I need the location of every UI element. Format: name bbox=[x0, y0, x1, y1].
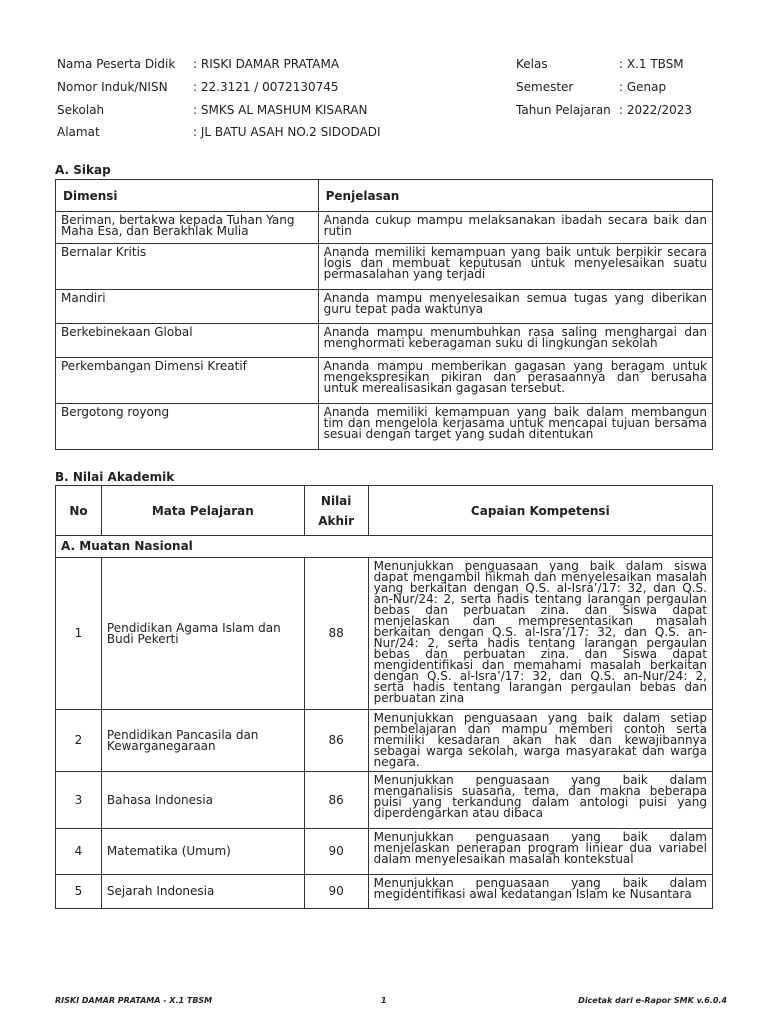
mapel-cell: Pendidikan Pancasila dan Kewarganegaraan bbox=[101, 710, 304, 772]
col-penjelasan: Penjelasan bbox=[318, 180, 712, 212]
semester-value: : Genap bbox=[619, 80, 667, 94]
sikap-row bbox=[56, 290, 713, 324]
nilai-row bbox=[56, 829, 713, 875]
class-value: : X.1 TBSM bbox=[619, 57, 684, 71]
penjelasan-cell: Ananda mampu menumbuhkan rasa saling menghargai dan menghormati keberagaman suku di lingkungan sekolah bbox=[318, 324, 712, 358]
name-value: : RISKI DAMAR PRATAMA bbox=[193, 57, 340, 71]
capaian-cell: Menunjukkan penguasaan yang baik dalam siswa dapat mengambil hikmah dan menyelesaikan masalah yang berkaitan dengan Q.S. al-Isra’/17: 32, dan Q.S. an-Nur/24: 2, serta hadis tentang larangan pergaulan bebas dan perbuatan zina. dan Siswa dapat menjelaskan dan mempresentasikan masalah berkaitan dengan Q.S. al-Isra’/17: 32, dan Q.S. an-Nur/24: 2, serta hadis tentang larangan pergaulan bebas dan perbuatan zina. dan Siswa dapat mengidentifikasi dan memahami masalah berkaitan dengan Q.S. al-Isra’/17: 32, dan Q.S. an-Nur/24: 2, serta hadis tentang larangan pergaulan bebas dan perbuatan zina bbox=[368, 558, 712, 710]
col-nilai-line1: Nilai bbox=[320, 493, 352, 508]
col-dimensi: Dimensi bbox=[56, 180, 319, 212]
nilai-row bbox=[56, 710, 713, 772]
section-title-nilai: B. Nilai Akademik bbox=[55, 470, 175, 484]
mapel-cell: Pendidikan Agama Islam dan Budi Pekerti bbox=[101, 558, 304, 710]
school-label: Sekolah bbox=[57, 103, 105, 117]
dimensi-cell: Beriman, bertakwa kepada Tuhan Yang Maha Esa, dan Berakhlak Mulia bbox=[56, 212, 319, 244]
footer-printed-by: Dicetak dari e-Rapor SMK v.6.0.4 bbox=[578, 996, 727, 1005]
col-mapel: Mata Pelajaran bbox=[101, 486, 304, 536]
mapel-cell: Matematika (Umum) bbox=[101, 829, 304, 875]
mapel-cell: Bahasa Indonesia bbox=[101, 772, 304, 829]
dimensi-cell: Bergotong royong bbox=[56, 404, 319, 450]
sikap-row bbox=[56, 212, 713, 244]
year-value: : 2022/2023 bbox=[619, 103, 692, 117]
col-no: No bbox=[56, 486, 102, 536]
col-nilai bbox=[304, 486, 368, 536]
address-value: : JL BATU ASAH NO.2 SIDODADI bbox=[193, 125, 381, 139]
penjelasan-cell: Ananda mampu memberikan gagasan yang beragam untuk mengekspresikan pikiran dan perasaannya dan berusaha untuk merealisasikan gagasan tersebut. bbox=[318, 358, 712, 404]
nilai-cell: 90 bbox=[304, 829, 368, 875]
dimensi-cell: Bernalar Kritis bbox=[56, 244, 319, 290]
footer-student: RISKI DAMAR PRATAMA - X.1 TBSM bbox=[55, 996, 213, 1005]
year-label: Tahun Pelajaran bbox=[516, 103, 611, 117]
semester-label: Semester bbox=[516, 80, 574, 94]
no-cell: 5 bbox=[56, 875, 102, 909]
sikap-row bbox=[56, 358, 713, 404]
penjelasan-cell: Ananda cukup mampu melaksanakan ibadah secara baik dan rutin bbox=[318, 212, 712, 244]
nilai-cell: 88 bbox=[304, 558, 368, 710]
dimensi-cell: Berkebinekaan Global bbox=[56, 324, 319, 358]
col-nilai-line2: Akhir bbox=[318, 513, 355, 528]
no-cell: 3 bbox=[56, 772, 102, 829]
sikap-table bbox=[55, 179, 713, 450]
name-label: Nama Peserta Didik bbox=[57, 57, 176, 71]
group-muatan-nasional: A. Muatan Nasional bbox=[56, 536, 713, 558]
nisn-value: : 22.3121 / 0072130745 bbox=[193, 80, 339, 94]
sikap-row bbox=[56, 324, 713, 358]
nisn-label: Nomor Induk/NISN bbox=[57, 80, 168, 94]
nilai-row bbox=[56, 772, 713, 829]
school-value: : SMKS AL MASHUM KISARAN bbox=[193, 103, 368, 117]
capaian-cell: Menunjukkan penguasaan yang baik dalam megidentifikasi awal kedatangan Islam ke Nusantara bbox=[368, 875, 712, 909]
sikap-row bbox=[56, 404, 713, 450]
dimensi-cell: Mandiri bbox=[56, 290, 319, 324]
nilai-cell: 90 bbox=[304, 875, 368, 909]
nilai-table bbox=[55, 485, 713, 909]
capaian-cell: Menunjukkan penguasaan yang baik dalam setiap pembelajaran dan mampu memberi contoh serta memiliki kesadaran akan hak dan kewajibannya sebagai warga sekolah, warga masyarakat dan warga negara. bbox=[368, 710, 712, 772]
penjelasan-cell: Ananda memiliki kemampuan yang baik dalam membangun tim dan mengelola kerjasama untuk mencapai tujuan bersama sesuai dengan target yang sudah ditentukan bbox=[318, 404, 712, 450]
section-title-sikap: A. Sikap bbox=[55, 163, 111, 177]
penjelasan-cell: Ananda mampu menyelesaikan semua tugas yang diberikan guru tepat pada waktunya bbox=[318, 290, 712, 324]
nilai-header-row bbox=[56, 486, 713, 536]
dimensi-cell: Perkembangan Dimensi Kreatif bbox=[56, 358, 319, 404]
address-label: Alamat bbox=[57, 125, 100, 139]
col-capaian: Capaian Kompetensi bbox=[368, 486, 712, 536]
sikap-header-row bbox=[56, 180, 713, 212]
nilai-row bbox=[56, 875, 713, 909]
no-cell: 1 bbox=[56, 558, 102, 710]
nilai-cell: 86 bbox=[304, 710, 368, 772]
capaian-cell: Menunjukkan penguasaan yang baik dalam menjelaskan penerapan program liniear dua variabel dalam menyelesaikan masalah kontekstual bbox=[368, 829, 712, 875]
capaian-cell: Menunjukkan penguasaan yang baik dalam menganalisis suasana, tema, dan makna beberapa puisi yang terkandung dalam antologi puisi yang diperdengarkan atau dibaca bbox=[368, 772, 712, 829]
class-label: Kelas bbox=[516, 57, 548, 71]
no-cell: 4 bbox=[56, 829, 102, 875]
nilai-cell: 86 bbox=[304, 772, 368, 829]
sikap-row bbox=[56, 244, 713, 290]
nilai-row bbox=[56, 558, 713, 710]
footer-page-number: 1 bbox=[381, 996, 387, 1005]
no-cell: 2 bbox=[56, 710, 102, 772]
group-row bbox=[56, 536, 713, 558]
penjelasan-cell: Ananda memiliki kemampuan yang baik untuk berpikir secara logis dan membuat keputusan untuk menyelesaikan suatu permasalahan yang terjadi bbox=[318, 244, 712, 290]
mapel-cell: Sejarah Indonesia bbox=[101, 875, 304, 909]
